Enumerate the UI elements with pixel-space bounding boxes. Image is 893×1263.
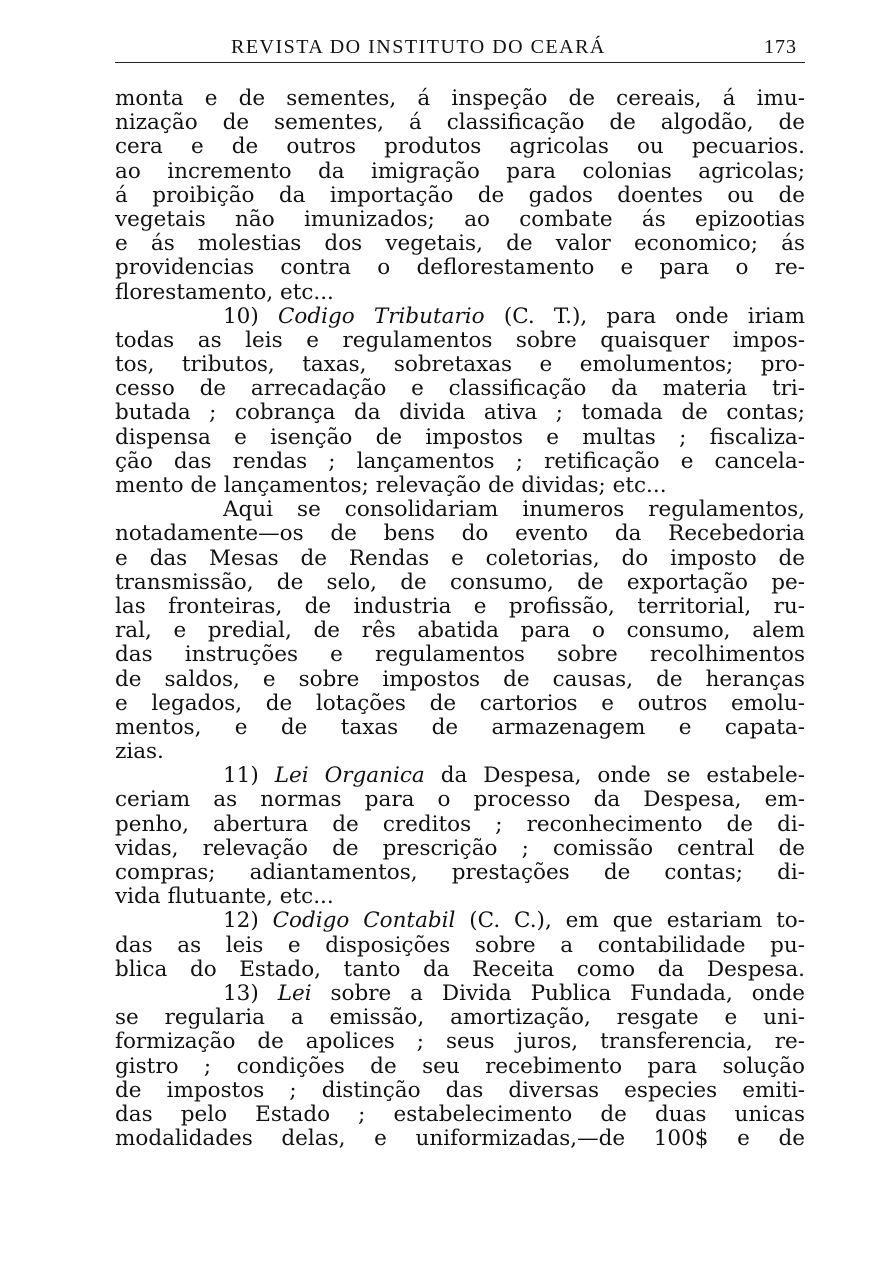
text-line: vidas, relevação de prescrição ; comissão central de: [115, 835, 805, 861]
paragraph-first-line: [115, 764, 805, 788]
text-line: se regularia a emissão, amortização, resgate e uni-: [115, 1005, 805, 1031]
text-line: das as leis e disposições sobre a contabilidade pu-: [115, 932, 805, 958]
text-line: formização de apolices ; seus juros, transferencia, re-: [115, 1029, 805, 1055]
text-line: vida flutuante, etc...: [115, 884, 334, 910]
text-line: zias.: [115, 739, 164, 765]
item-title: Codigo Contabil: [272, 908, 456, 934]
page-number: 173: [764, 36, 797, 58]
text-line: ceriam as normas para o processo da Despesa, em-: [115, 787, 805, 813]
text-line: mento de lançamentos; relevação de dividas; etc...: [115, 473, 667, 498]
text-line: modalidades delas, e uniformizadas,—de 100$ e de: [115, 1126, 805, 1152]
paragraph-first-line: [115, 305, 805, 329]
page-header: [115, 36, 805, 63]
body-text: [115, 87, 805, 1151]
paragraph-codigo-tributario: [115, 305, 805, 499]
text-line: gistro ; condições de seu recebimento para solução: [115, 1053, 805, 1079]
text-line: monta e de sementes, á inspeção de cereais, á imu-: [115, 86, 805, 111]
text-line: las fronteiras, de industria e profissão, territorial, ru-: [115, 593, 805, 619]
text-line: butada ; cobrança da divida ativa ; tomada de contas;: [115, 400, 805, 426]
text-line: penho, abertura de creditos ; reconhecimento de di-: [115, 811, 805, 837]
running-title: REVISTA DO INSTITUTO DO CEARÁ: [231, 36, 606, 58]
text-line: de impostos ; distinção das diversas especies emiti-: [115, 1077, 805, 1103]
paragraph-first-line: [115, 909, 805, 933]
text-line: tos, tributos, taxas, sobretaxas e emolumentos; pro-: [115, 352, 805, 378]
text-line: todas as leis e regulamentos sobre quaisquer impos-: [115, 327, 805, 353]
text-line: compras; adiantamentos, prestações de contas; di-: [115, 860, 805, 885]
text-line: dispensa e isenção de impostos e multas ; fiscaliza-: [115, 424, 805, 450]
text-line: cesso de arrecadação e classificação da materia tri-: [115, 376, 805, 402]
first-line-rest: (C. T.), para onde iriam: [503, 303, 805, 329]
paragraph-first-line: [115, 982, 805, 1006]
text-line: florestamento, etc...: [115, 279, 334, 305]
text-line: nização de sementes, á classificação de algodão, de: [115, 110, 805, 136]
text-line: e das Mesas de Rendas e coletorias, do imposto de: [115, 545, 805, 571]
item-number: 11): [223, 763, 259, 789]
text-line: das instruções e regulamentos sobre recolhimentos: [115, 642, 805, 668]
text-line: ção das rendas ; lançamentos ; retificação e cancela-: [115, 448, 805, 474]
first-line-rest: da Despesa, onde se estabele-: [440, 763, 805, 789]
item-title: Lei Organica: [274, 763, 425, 789]
text-line: vegetais não imunizados; ao combate ás epizootias: [115, 206, 805, 232]
item-number: 13): [223, 980, 259, 1006]
paragraph-lei-organica: [115, 764, 805, 909]
paragraph-first-line: Aqui se consolidariam inumeros regulamentos,: [223, 497, 805, 523]
paragraph-codigo-contabil: [115, 909, 805, 982]
text-line: providencias contra o deflorestamento e para o re-: [115, 255, 805, 281]
text-line: de saldos, e sobre impostos de causas, de heranças: [115, 666, 805, 692]
text-line: e ás molestias dos vegetais, de valor economico; ás: [115, 231, 805, 257]
text-line: cera e de outros produtos agricolas ou pecuarios.: [115, 134, 805, 160]
text-line: ral, e predial, de rês abatida para o consumo, alem: [115, 618, 805, 644]
item-number: 10): [223, 303, 259, 329]
text-line: mentos, e de taxas de armazenagem e capata-: [115, 714, 805, 740]
item-title: Codigo Tributario: [277, 303, 485, 329]
paragraph-divida-publica: [115, 982, 805, 1151]
paragraph-consolidation: [115, 498, 805, 764]
text-line: blica do Estado, tanto da Receita como da Despesa.: [115, 956, 805, 982]
text-line: á proibição da importação de gados doentes ou de: [115, 182, 805, 208]
item-title: Lei: [277, 980, 312, 1006]
text-line: transmissão, de selo, de consumo, de exportação pe-: [115, 569, 805, 595]
paragraph: [115, 87, 805, 305]
text-line: e legados, de lotações de cartorios e outros emolu-: [115, 690, 805, 716]
first-line-rest: (C. C.), em que estariam to-: [469, 908, 806, 934]
text-line: das pelo Estado ; estabelecimento de duas unicas: [115, 1101, 805, 1127]
first-line-rest: sobre a Divida Publica Fundada, onde: [330, 980, 805, 1006]
text-line: notadamente—os de bens do evento da Recebedoria: [115, 521, 805, 547]
item-number: 12): [223, 908, 259, 934]
text-line: ao incremento da imigração para colonias agricolas;: [115, 158, 805, 184]
